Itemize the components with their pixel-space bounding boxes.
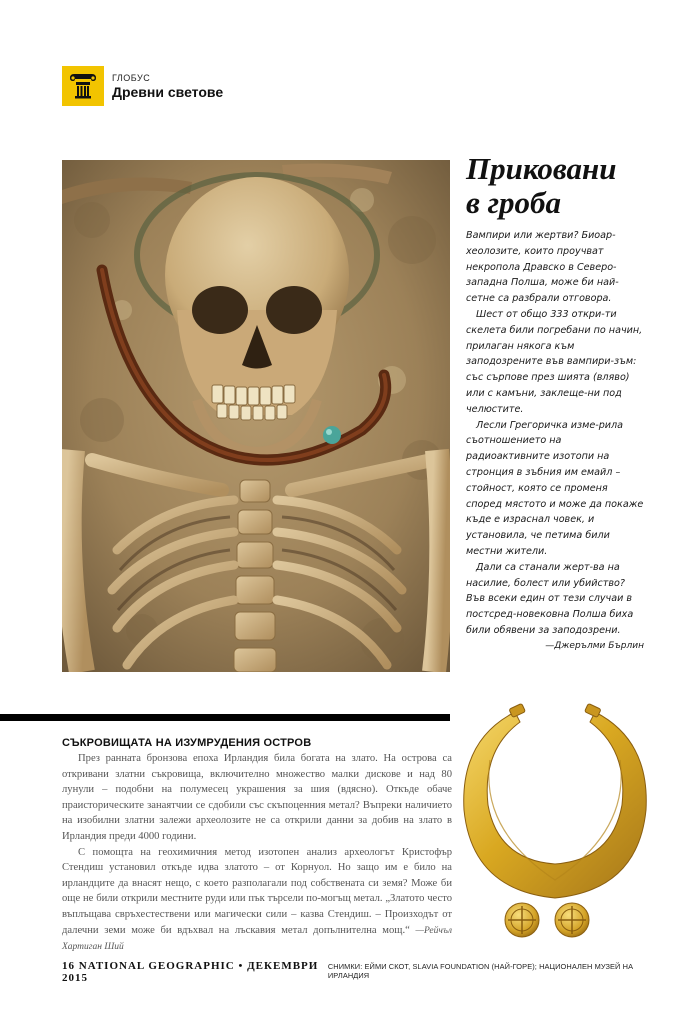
column-capital-icon — [62, 66, 104, 106]
article-paragraph: Шест от общо 333 откри-ти скелета били погребани по начин, прилаган някога към заподозрените във вампири-зъм: със сърпове през шията (вляво) или с камъни, заклеще-ни под челюстите. — [466, 308, 643, 415]
section-title: Древни светове — [112, 83, 224, 100]
section-label: ГЛОБУС — [112, 72, 151, 83]
sidebar-credit: —Рейчъл Хартиган Ший — [62, 925, 452, 953]
skeleton-photo — [62, 160, 450, 672]
photo-credits: СНИМКИ: ЕЙМИ СКОТ, SLAVIA FOUNDATION (НАЙ-ГОРЕ); НАЦИОНАЛЕН МУЗЕЙ НА ИРЛАНДИЯ — [327, 962, 634, 980]
sidebar-body — [62, 751, 452, 956]
article — [466, 152, 644, 651]
article-paragraph: Вампири или жертви? Биоар-хеолозите, които проучват некропола Дравско в Северо-западна Полша, може би най-сетне са разбрали отговора. — [466, 230, 619, 305]
page-footer — [62, 960, 652, 984]
article-body — [466, 228, 644, 639]
article-byline: —Джерълми Бърлин — [545, 640, 644, 651]
article-headline — [466, 152, 644, 220]
article-paragraph: Дали са станали жерт-ва на насилие, болест или убийство? Във всеки един от тези случаи в постсред-новековна Полша биха били обявени за заподозрени. — [466, 561, 634, 636]
headline-line-2: в гроба — [466, 185, 562, 220]
headline-line-1: Приковани — [466, 151, 617, 186]
sidebar-paragraph-text: С помощта на геохимичния метод изотопен анализ археологът Кристофър Стендиш установил откъде идва златото – от Корнуол. Но защо им е било на ирландците да внасят нещо, с което разполагали под собствената си земя? Може би още не били открили местните руди или пък търсели по-могъщ метал. „Златото често въплъщава свръхестествени или магически сили – казва Стендиш. – Произходът от далечни земи може би вдъхвал на лъскавия метал допълнителна мощ.“ — [62, 846, 452, 936]
section-header — [62, 66, 223, 106]
sidebar-paragraph: През ранната бронзова епоха Ирландия била богата на злато. На острова са откривани златни съкровища, включително множество малки дискове и над 80 лунули – подобни на полумесец украшения за шия (вдясно). Откъде обаче праисторическите занаятчии се сдобили със скъпоценния метал? Въпреки наличието на изобилни златни залежи археолозите не са открили данни за добив на злато в Ирландия преди 4000 години. — [62, 753, 452, 842]
section-divider — [0, 714, 450, 721]
page-folio: 16 NATIONAL GEOGRAPHIC • ДЕКЕМВРИ 2015 — [62, 960, 319, 984]
sidebar-paragraph — [62, 845, 452, 956]
sidebar-title: СЪКРОВИЩАТА НА ИЗУМРУДЕНИЯ ОСТРОВ — [62, 737, 312, 749]
gold-lunula-photo — [460, 700, 650, 950]
article-paragraph: Лесли Грегоричка изме-рила съотношението на радиоактивните изотопи на стронция в зъбния им емайл – стойност, която се променя според мястото и може да покаже къде е израснал човек, и установила, че петима били местни жители. — [466, 419, 644, 557]
